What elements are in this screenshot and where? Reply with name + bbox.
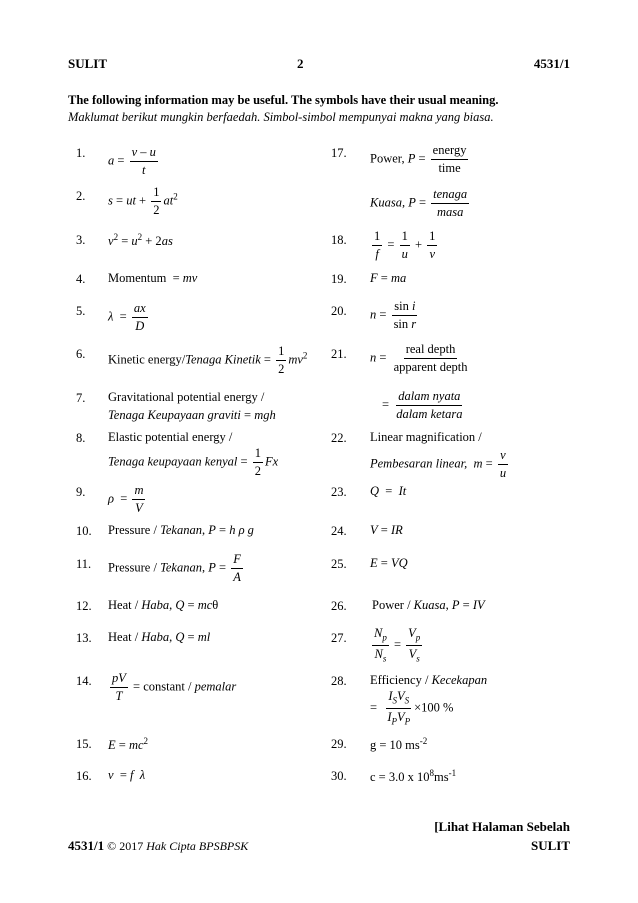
formula-transformer: $\frac{N_p}{N_s}$ = $\frac{V_p}{V_s}$ [374, 626, 421, 664]
formula-electrical-power: Power / Kuasa, P = IV [372, 598, 485, 612]
formula-momentum: Momentum = mv [108, 271, 198, 285]
formula-number: 18. [331, 233, 347, 247]
formula-real-apparent-depth: n = $\frac{\text{real depth}}{\text{apparent depth}}$ [370, 342, 468, 375]
formula-epe-label: Elastic potential energy / [108, 430, 233, 444]
g-exponent: -2 [419, 736, 428, 746]
efficiency-label-my: Kecekapan [431, 673, 488, 687]
formula-number: 8. [76, 431, 86, 445]
formula-number: 23. [331, 485, 347, 499]
formula-number: 30. [331, 769, 347, 783]
heat-label-my: Haba [141, 630, 170, 644]
formula-velocity-squared: $v^2 = u^2 + 2as$ [108, 232, 173, 249]
c-value: c = 3.0 x 10 [370, 770, 430, 785]
c-unit-exponent: -1 [448, 768, 457, 778]
real-depth-label: real depth [404, 343, 458, 359]
constant-label: = constant / [133, 679, 195, 694]
formula-pressure-force: Pressure / Tekanan, P = $\frac{F}{A}$ [108, 552, 241, 585]
heat-label: Heat / [108, 598, 142, 612]
formula-magnification: Pembesaran linear, m = $\frac{v}{u}$ [370, 448, 507, 481]
formula-power: Power, P = $\frac{\text{energy}}{\text{time}}$ [370, 143, 467, 176]
formula-number: 3. [76, 233, 86, 247]
formula-force: F = ma [370, 271, 407, 285]
formula-number: 10. [76, 524, 92, 538]
formula-lens: $\frac{1}{f}$ = $\frac{1}{u}$ + $\frac{1}{v}$ [374, 229, 436, 262]
pressure-label-my: Tekanan [160, 560, 202, 575]
dalam-nyata-label: dalam nyata [398, 389, 461, 403]
formula-number: 14. [76, 674, 92, 688]
epe-label-my: Tenaga keupayaan kenyal [108, 454, 238, 469]
g-value: g = 10 ms [370, 738, 420, 753]
turn-page-note: [Lihat Halaman Sebelah [434, 819, 570, 834]
formula-gravity [370, 737, 427, 752]
formula-number: 9. [76, 485, 86, 499]
power2-label-my: Kuasa [413, 598, 446, 612]
formula-wavelength: λ = $\frac{ax}{D}$ [108, 301, 146, 334]
formula-gas-law: $\frac{pV}{T}$ = constant / pemalar [112, 671, 237, 704]
footer-sulit: SULIT [530, 838, 570, 853]
footer-copyright: © 2017 [107, 839, 144, 853]
formula-number: 13. [76, 631, 92, 645]
formula-number: 2. [76, 189, 86, 203]
formula-number: 7. [76, 391, 86, 405]
formula-number: 27. [331, 631, 347, 645]
formula-power-my: Kuasa, P = $\frac{\text{tenaga}}{\text{masa}}$ [370, 187, 468, 220]
page-number: 2 [297, 56, 304, 71]
formula-number: 19. [331, 272, 347, 286]
header-right: 4531/1 [533, 56, 570, 71]
kinetic-label-my: Tenaga Kinetik [185, 352, 261, 367]
formula-gpe: Tenaga Keupayaan graviti = mgh [108, 408, 276, 422]
formula-number: 16. [76, 769, 92, 783]
pressure-label: Pressure / [108, 560, 161, 575]
intro-english: The following information may be useful. The symbols have their usual meaning. [68, 93, 499, 107]
formula-electrical-energy: E = VQ [370, 556, 408, 570]
tenaga-label: tenaga [433, 187, 468, 201]
efficiency-label: Efficiency / [370, 673, 432, 687]
dalam-ketara-label: dalam ketara [396, 407, 463, 422]
formula-kinetic-energy: Kinetic energy/Tenaga Kinetik = $\frac{1}{2}$ $mv^2$ [108, 344, 308, 377]
time-label: time [438, 161, 461, 176]
formula-magnification-label: Linear magnification / [370, 430, 482, 444]
heat-label-my: Haba [141, 598, 170, 612]
formula-latent-heat: Heat / Haba, Q = ml [108, 630, 211, 644]
formula-number: 22. [331, 431, 347, 445]
formula-number: 4. [76, 272, 86, 286]
kuasa-label: Kuasa, [370, 195, 406, 210]
formula-gpe-label: Gravitational potential energy / [108, 390, 265, 404]
formula-heat-capacity: Heat / Haba, Q = mcθ [108, 598, 219, 612]
footer-copyright-my: Hak Cipta BPSBPSK [146, 839, 249, 853]
apparent-depth-label: apparent depth [393, 360, 468, 375]
formula-number: 17. [331, 146, 347, 160]
formula-number: 15. [76, 737, 92, 751]
formula-epe: Tenaga keupayaan kenyal = $\frac{1}{2}$ Fx [108, 446, 279, 479]
formula-density: ρ = $\frac{m}{V}$ [108, 483, 144, 516]
formula-number: 26. [331, 599, 347, 613]
formula-number: 1. [76, 146, 86, 160]
masa-label: masa [436, 205, 464, 220]
linear-mag-my-label: Pembesaran linear, [370, 456, 468, 471]
header-left: SULIT [68, 56, 108, 71]
pressure-label: Pressure / [108, 523, 161, 537]
formula-number: 11. [76, 557, 92, 571]
formula-number: 24. [331, 524, 347, 538]
intro-malay: Maklumat berikut mungkin berfaedah. Simbol-simbol mempunyai makna yang biasa. [68, 110, 494, 124]
formula-number: 20. [331, 304, 347, 318]
pressure-label-my: Tekanan [160, 523, 202, 537]
energy-label: energy [431, 144, 469, 160]
formula-light-speed [370, 769, 456, 784]
formula-depth-my: = $\frac{\text{dalam nyata}}{\text{dalam ketara}}$ [382, 389, 463, 422]
footer-left [68, 838, 248, 854]
formula-number: 6. [76, 347, 86, 361]
formula-wave-speed: v = f λ [108, 768, 146, 782]
formula-number: 25. [331, 557, 347, 571]
formula-number: 29. [331, 737, 347, 751]
formula-acceleration: a = $\frac{v - u}{t}$ [108, 145, 156, 178]
constant-label-my: pemalar [194, 679, 237, 694]
heat-label: Heat / [108, 630, 142, 644]
gpe-label-my: Tenaga Keupayaan graviti [108, 408, 241, 422]
formula-pressure-liquid: Pressure / Tekanan, P = h ρ g [108, 523, 254, 537]
footer-code: 4531/1 [68, 838, 105, 853]
formula-mass-energy: $E = mc^2$ [108, 736, 149, 753]
formula-refractive-index: n = $\frac{\text{sin i}}{\text{sin r}}$ [370, 299, 417, 332]
formula-number: 28. [331, 674, 347, 688]
kinetic-label: Kinetic energy/ [108, 352, 186, 367]
power2-label: Power / [372, 598, 414, 612]
c-exponent: 8 [429, 768, 434, 778]
c-unit: ms [433, 770, 449, 785]
formula-efficiency: = $\frac{I_SV_S}{I_PV_P}$ ×100 % [370, 689, 454, 727]
formula-number: 5. [76, 304, 86, 318]
formula-efficiency-label [370, 674, 487, 687]
power-label: Power, [370, 151, 405, 166]
formula-displacement: s = ut + $\frac{1}{2}$ $at^2$ [108, 185, 178, 218]
momentum-label: Momentum [108, 271, 167, 285]
formula-charge: Q = It [370, 484, 407, 498]
formula-ohms-law: V = IR [370, 523, 403, 537]
formula-number: 12. [76, 599, 92, 613]
formula-number: 21. [331, 347, 347, 361]
